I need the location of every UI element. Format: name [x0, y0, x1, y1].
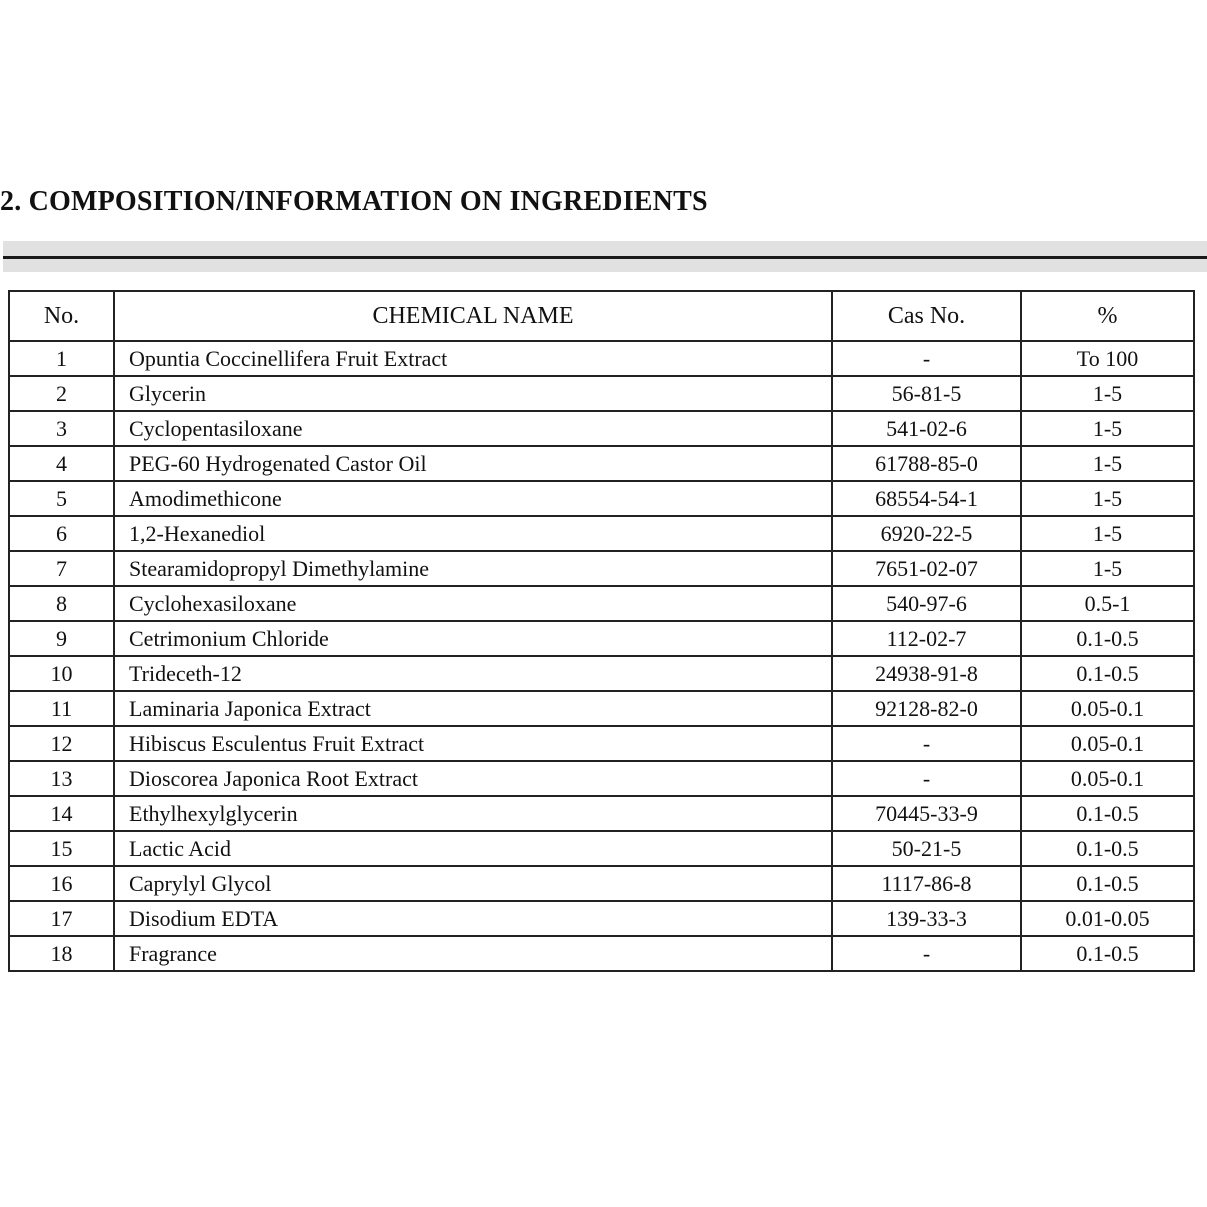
header-chemical-name: CHEMICAL NAME — [114, 291, 832, 341]
cell-percent: 1-5 — [1021, 446, 1194, 481]
cell-no: 5 — [9, 481, 114, 516]
cell-cas-no: 139-33-3 — [832, 901, 1021, 936]
cell-no: 4 — [9, 446, 114, 481]
cell-percent: 0.5-1 — [1021, 586, 1194, 621]
cell-no: 10 — [9, 656, 114, 691]
cell-no: 3 — [9, 411, 114, 446]
cell-chemical-name: Amodimethicone — [114, 481, 832, 516]
header-no: No. — [9, 291, 114, 341]
cell-percent: 1-5 — [1021, 481, 1194, 516]
cell-percent: 0.1-0.5 — [1021, 656, 1194, 691]
cell-no: 7 — [9, 551, 114, 586]
cell-no: 2 — [9, 376, 114, 411]
header-row — [9, 291, 1194, 341]
section-title: 2. COMPOSITION/INFORMATION ON INGREDIENTS — [0, 186, 708, 217]
cell-chemical-name: 1,2-Hexanediol — [114, 516, 832, 551]
cell-percent: To 100 — [1021, 341, 1194, 376]
cell-chemical-name: Glycerin — [114, 376, 832, 411]
cell-no: 15 — [9, 831, 114, 866]
cell-cas-no: 68554-54-1 — [832, 481, 1021, 516]
table-row — [9, 516, 1194, 551]
table-row — [9, 866, 1194, 901]
cell-percent: 1-5 — [1021, 376, 1194, 411]
cell-percent: 0.1-0.5 — [1021, 866, 1194, 901]
cell-cas-no: 61788-85-0 — [832, 446, 1021, 481]
cell-cas-no: - — [832, 936, 1021, 971]
cell-cas-no: 1117-86-8 — [832, 866, 1021, 901]
cell-cas-no: 6920-22-5 — [832, 516, 1021, 551]
ingredients-table — [8, 290, 1195, 972]
cell-chemical-name: Cyclopentasiloxane — [114, 411, 832, 446]
section-divider-line — [3, 256, 1207, 259]
cell-chemical-name: Opuntia Coccinellifera Fruit Extract — [114, 341, 832, 376]
cell-cas-no: 70445-33-9 — [832, 796, 1021, 831]
table-row — [9, 551, 1194, 586]
cell-percent: 0.05-0.1 — [1021, 726, 1194, 761]
cell-cas-no: 92128-82-0 — [832, 691, 1021, 726]
cell-percent: 0.05-0.1 — [1021, 691, 1194, 726]
cell-no: 12 — [9, 726, 114, 761]
table-row — [9, 796, 1194, 831]
ingredients-body — [9, 341, 1194, 971]
cell-no: 18 — [9, 936, 114, 971]
cell-cas-no: - — [832, 726, 1021, 761]
cell-chemical-name: Disodium EDTA — [114, 901, 832, 936]
cell-chemical-name: Laminaria Japonica Extract — [114, 691, 832, 726]
cell-percent: 0.01-0.05 — [1021, 901, 1194, 936]
table-row — [9, 761, 1194, 796]
header-percent: % — [1021, 291, 1194, 341]
cell-percent: 0.1-0.5 — [1021, 796, 1194, 831]
cell-chemical-name: Hibiscus Esculentus Fruit Extract — [114, 726, 832, 761]
table-row — [9, 446, 1194, 481]
cell-percent: 0.1-0.5 — [1021, 621, 1194, 656]
header-cas-no: Cas No. — [832, 291, 1021, 341]
table-row — [9, 691, 1194, 726]
table-row — [9, 481, 1194, 516]
table-row — [9, 586, 1194, 621]
cell-chemical-name: Cetrimonium Chloride — [114, 621, 832, 656]
cell-percent: 1-5 — [1021, 516, 1194, 551]
cell-chemical-name: PEG-60 Hydrogenated Castor Oil — [114, 446, 832, 481]
cell-chemical-name: Dioscorea Japonica Root Extract — [114, 761, 832, 796]
cell-percent: 0.1-0.5 — [1021, 936, 1194, 971]
cell-no: 1 — [9, 341, 114, 376]
cell-chemical-name: Fragrance — [114, 936, 832, 971]
cell-cas-no: 24938-91-8 — [832, 656, 1021, 691]
cell-percent: 0.1-0.5 — [1021, 831, 1194, 866]
cell-chemical-name: Stearamidopropyl Dimethylamine — [114, 551, 832, 586]
cell-no: 11 — [9, 691, 114, 726]
cell-chemical-name: Trideceth-12 — [114, 656, 832, 691]
cell-no: 6 — [9, 516, 114, 551]
cell-cas-no: 56-81-5 — [832, 376, 1021, 411]
table-row — [9, 411, 1194, 446]
cell-cas-no: 50-21-5 — [832, 831, 1021, 866]
cell-cas-no: 7651-02-07 — [832, 551, 1021, 586]
table-row — [9, 656, 1194, 691]
cell-cas-no: - — [832, 341, 1021, 376]
table-row — [9, 936, 1194, 971]
cell-cas-no: 112-02-7 — [832, 621, 1021, 656]
cell-cas-no: - — [832, 761, 1021, 796]
cell-percent: 1-5 — [1021, 551, 1194, 586]
cell-chemical-name: Lactic Acid — [114, 831, 832, 866]
cell-cas-no: 541-02-6 — [832, 411, 1021, 446]
cell-no: 16 — [9, 866, 114, 901]
cell-no: 8 — [9, 586, 114, 621]
cell-chemical-name: Ethylhexylglycerin — [114, 796, 832, 831]
cell-percent: 0.05-0.1 — [1021, 761, 1194, 796]
table-row — [9, 726, 1194, 761]
table-row — [9, 831, 1194, 866]
cell-chemical-name: Cyclohexasiloxane — [114, 586, 832, 621]
cell-no: 13 — [9, 761, 114, 796]
table-row — [9, 901, 1194, 936]
cell-chemical-name: Caprylyl Glycol — [114, 866, 832, 901]
cell-percent: 1-5 — [1021, 411, 1194, 446]
table-row — [9, 341, 1194, 376]
table-row — [9, 621, 1194, 656]
table-row — [9, 376, 1194, 411]
cell-no: 17 — [9, 901, 114, 936]
cell-cas-no: 540-97-6 — [832, 586, 1021, 621]
cell-no: 9 — [9, 621, 114, 656]
cell-no: 14 — [9, 796, 114, 831]
